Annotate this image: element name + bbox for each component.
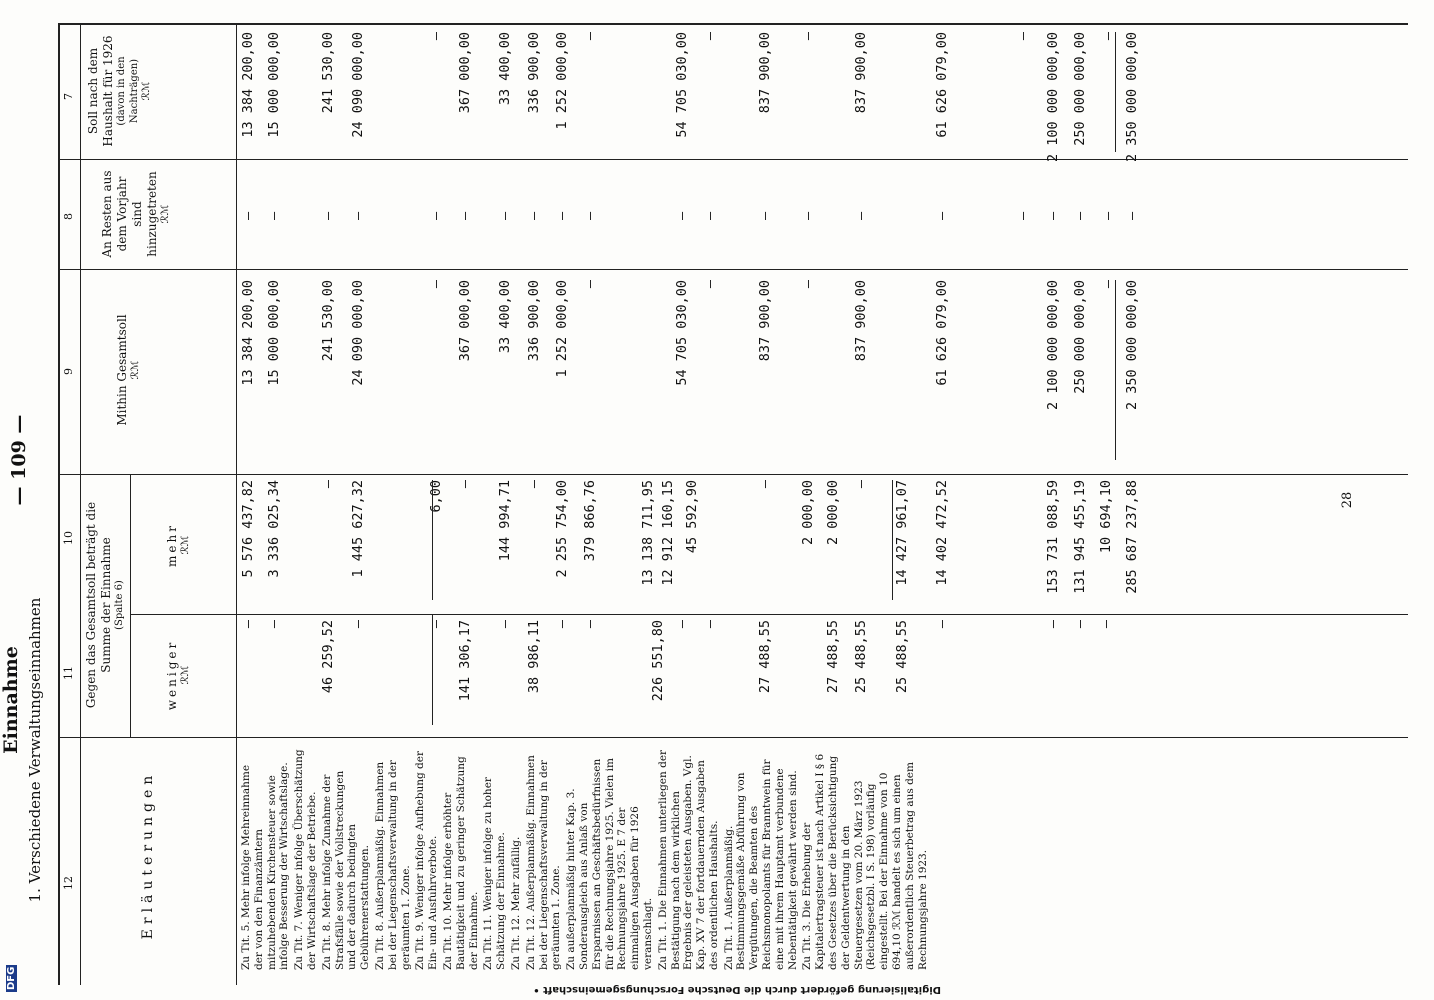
c11-r3: — xyxy=(350,620,366,629)
header-mehr-unit: ℛℳ xyxy=(180,535,191,555)
c10-r22: 285 687 237,88 xyxy=(1124,480,1140,594)
note-0: Zu Tit. 5. Mehr infolge Mehreinnahme der von den Finanzämtern mitzuhebenden Kirchensteuer sowie infolge Besserung der Wirtschaftslage. xyxy=(240,762,291,970)
note-8: Zu Tit. 12. Außerplanmäßig. Einnahmen bei der Liegenschaftsverwaltung in der geräumten 1. Zone. xyxy=(524,755,563,970)
c9-r10: 54 705 030,00 xyxy=(674,280,690,386)
c9-r6: 33 400,00 xyxy=(497,280,513,354)
c9-r19: 2 350 000 000,00 xyxy=(1124,280,1140,411)
c9-r3: 24 090 000,00 xyxy=(350,280,366,386)
c7-r4: — xyxy=(428,32,444,41)
header-reste-title: An Resten aus dem Vorjahr sind hinzugetreten xyxy=(100,170,159,258)
c10-r17: 14 427 961,07 xyxy=(894,480,910,586)
note-3: Zu Tit. 8. Außerplanmäßig. Einnahmen bei der Liegenschaftsverwaltung in der geräumten 1. Zone. xyxy=(373,760,412,970)
colnum-7: 7 xyxy=(62,93,75,100)
page-number: — 109 — xyxy=(8,414,30,506)
c11-r20: — xyxy=(1098,620,1114,629)
c10-r12: 45 592,90 xyxy=(684,480,700,554)
c10-r2: — xyxy=(320,480,336,489)
header-weniger xyxy=(165,620,193,730)
sidebar-credit-text: Digitalisierung gefördert durch die Deutsche Forschungsgemeinschaft • xyxy=(533,984,941,995)
c11-r4: — xyxy=(428,620,444,629)
c7-r9: — xyxy=(582,32,598,41)
c7-r7: 336 900,00 xyxy=(526,32,542,114)
header-reste-unit: ℛℳ xyxy=(160,204,171,224)
c10-r11: 12 912 160,15 xyxy=(660,480,676,586)
note-5: Zu Tit. 10. Mehr infolge erhöhter Bautätigkeit und zu geringer Schätzung der Einnahme. xyxy=(441,756,480,970)
vline-11-12 xyxy=(58,737,1408,738)
c11-r11: — xyxy=(674,620,690,629)
c11-r13: 27 488,55 xyxy=(757,620,773,694)
colnum-11: 11 xyxy=(62,666,75,680)
c8-r11: — xyxy=(702,211,718,220)
header-mehr xyxy=(165,485,193,605)
header-split-rule xyxy=(130,475,131,738)
header-differenz-title: Gegen das Gesamtsoll beträgt die Summe der Einnahme xyxy=(84,501,113,709)
note-1: Zu Tit. 7. Weniger infolge Überschätzung der Wirtschaftslage der Betriebe. xyxy=(293,749,318,970)
colnum-8: 8 xyxy=(62,213,75,220)
c8-r9: — xyxy=(582,211,598,220)
subtotal-rule-3 xyxy=(892,480,893,600)
header-gesamtsoll-unit: ℛℳ xyxy=(130,360,141,380)
header-mehr-title: mehr xyxy=(165,523,179,567)
c11-r12: — xyxy=(702,620,718,629)
c11-r1: — xyxy=(266,620,282,629)
c10-r20: 131 945 455,19 xyxy=(1072,480,1088,594)
c7-r12: 837 900,00 xyxy=(757,32,773,114)
c10-r18: 14 402 472,52 xyxy=(934,480,950,586)
c7-r2: 241 530,00 xyxy=(320,32,336,114)
c8-r3: — xyxy=(350,211,366,220)
table-top-rule xyxy=(58,25,60,985)
vline-8-9 xyxy=(58,269,1408,270)
vline-left xyxy=(58,23,1408,25)
c7-r14: 837 900,00 xyxy=(853,32,869,114)
c7-r11: — xyxy=(702,32,718,41)
c7-r15: 61 626 079,00 xyxy=(934,32,950,138)
colnum-9: 9 xyxy=(62,368,75,375)
c7-r18: 250 000 000,00 xyxy=(1072,32,1088,146)
c10-r10: 13 138 711,95 xyxy=(640,480,656,586)
c10-r0: 5 576 437,82 xyxy=(240,480,256,578)
section-title: Einnahme xyxy=(0,646,22,754)
header-soll-unit: ℛℳ xyxy=(141,81,152,101)
header-gesamtsoll-title: Mithin Gesamtsoll xyxy=(115,314,129,426)
header-weniger-title: weniger xyxy=(165,639,179,711)
c10-r6: 144 994,71 xyxy=(497,480,513,562)
c11-r10: 226 551,80 xyxy=(650,620,666,702)
c10-r1: 3 336 025,34 xyxy=(266,480,282,578)
c10-r8: 2 255 754,00 xyxy=(554,480,570,578)
header-differenz-sub: (Spalte 6) xyxy=(114,580,125,630)
c11-r8: — xyxy=(554,620,570,629)
vline-9-10 xyxy=(58,474,1408,475)
total-rule xyxy=(1115,280,1116,460)
c10-r7: — xyxy=(526,480,542,489)
c7-r8: 1 252 000,00 xyxy=(554,32,570,130)
c10-r5: — xyxy=(457,480,473,489)
c10-r16: — xyxy=(853,480,869,489)
c9-r16: 2 100 000 000,00 xyxy=(1045,280,1061,411)
subtotal-rule-1 xyxy=(432,615,433,725)
c11-r0: — xyxy=(240,620,256,629)
c8-r14: — xyxy=(853,211,869,220)
c8-r5: — xyxy=(457,211,473,220)
c7-r20: 2 350 000 000,00 xyxy=(1124,32,1140,163)
c8-r10: — xyxy=(674,211,690,220)
notes-column xyxy=(240,748,931,970)
colnum-10: 10 xyxy=(62,531,75,545)
c8-r1: — xyxy=(266,211,282,220)
c8-r8: — xyxy=(554,211,570,220)
header-soll-sub: (davon in den Nachträgen) xyxy=(116,56,140,126)
c7-r3: 24 090 000,00 xyxy=(350,32,366,138)
c11-r5: 141 306,17 xyxy=(457,620,473,702)
c7-r0: 13 384 200,00 xyxy=(240,32,256,138)
c9-r14: 837 900,00 xyxy=(853,280,869,362)
c7-r1: 15 000 000,00 xyxy=(266,32,282,138)
c9-r1: 15 000 000,00 xyxy=(266,280,282,386)
note-10: Zu Tit. 1. Die Einnahmen unterliegen der Bestätigung nach dem wirklichen Ergebnis der geleisteten Ausgaben. Vgl. Kap. XV 7 der fortdauernden Ausgaben des ordentlichen Haushalts. xyxy=(656,749,720,970)
c9-r12: 837 900,00 xyxy=(757,280,773,362)
c10-r9: 379 866,76 xyxy=(582,480,598,562)
vline-7-8 xyxy=(58,159,1408,160)
c9-r5: 367 000,00 xyxy=(457,280,473,362)
note-9: Zu außerplanmäßig hinter Kap. 3. Sonderausgleich aus Anlaß von Ersparnissen an Geschäftsbedürfnissen für die Rechnungsjahre 1925. Vielen im Rechnungsjahre 1925. E 7 der einmaligen Ausgaben für 1926 veranschlagt. xyxy=(565,758,654,970)
c11-r17: — xyxy=(934,620,950,629)
c10-r3: 1 445 627,32 xyxy=(350,480,366,578)
c11-r6: — xyxy=(497,620,513,629)
c8-r18: — xyxy=(1072,211,1088,220)
c11-r18: — xyxy=(1045,620,1061,629)
c7-r13: — xyxy=(800,32,816,41)
c9-r2: 241 530,00 xyxy=(320,280,336,362)
c9-r9: — xyxy=(582,280,598,289)
c8-r6: — xyxy=(497,211,513,220)
c10-r13: — xyxy=(757,480,773,489)
c8-r16: — xyxy=(1015,211,1031,220)
header-weniger-unit: ℛℳ xyxy=(180,665,191,685)
c10-r14: 2 000,00 xyxy=(800,480,816,546)
subtotal-rule-2 xyxy=(432,480,433,600)
c11-r19: — xyxy=(1072,620,1088,629)
c11-r9: — xyxy=(582,620,598,629)
note-12: Zu Tit. 3. Die Erhebung der Kapitalertragsteuer ist nach Artikel I § 6 des Gesetzes über die Berücksichtigung der Geldentwertung in den Steuergesetzen vom 20. März 1923 (Reichsgesetzbl. I S. 198) vorläufig eingestellt. Bei der Einnahme von 10 694,10 ℛℳ handelt es sich um einen außerordentlich Steuerbetrag aus dem Rechnungsjahre 1923. xyxy=(801,753,929,970)
c11-r2: 46 259,52 xyxy=(320,620,336,694)
c9-r8: 1 252 000,00 xyxy=(554,280,570,378)
c11-r14: 27 488,55 xyxy=(825,620,841,694)
c10-r21: 10 694,10 xyxy=(1098,480,1114,554)
c7-r5: 367 000,00 xyxy=(457,32,473,114)
c11-r15: 25 488,55 xyxy=(853,620,869,694)
c10-r15: 2 000,00 xyxy=(825,480,841,546)
c8-r7: — xyxy=(526,211,542,220)
c10-r4: 6,00 xyxy=(428,480,444,513)
c9-r11: — xyxy=(702,280,718,289)
c10-r19: 153 731 088,59 xyxy=(1045,480,1061,594)
header-reste xyxy=(100,168,173,260)
c11-r7: 38 986,11 xyxy=(526,620,542,694)
colnum-12: 12 xyxy=(62,876,75,890)
c7-r19: — xyxy=(1100,32,1116,41)
header-bottom-rule xyxy=(236,25,237,985)
header-soll-title: Soll nach dem Haushalt für 1926 xyxy=(86,35,115,147)
c8-r2: — xyxy=(320,211,336,220)
dfg-logo: DFG xyxy=(6,966,17,990)
column-number-rule xyxy=(80,25,81,985)
header-gesamtsoll xyxy=(115,300,143,440)
c9-r17: 250 000 000,00 xyxy=(1072,280,1088,394)
section-subtitle: 1. Verschiedene Verwaltungseinnahmen xyxy=(26,597,44,903)
note-11: Zu Tit. 1. Außerplanmäßig. Bestimmungsgemäße Abführung von Vergütungen, die Beamten des Reichsmonopolamts für Branntwein für eine mit ihrem Hauptamt verbundene Nebentätigkeit gewährt werden sind. xyxy=(722,759,799,970)
c8-r13: — xyxy=(800,211,816,220)
c8-r20: — xyxy=(1124,211,1140,220)
c11-r16: 25 488,55 xyxy=(894,620,910,694)
c8-r4: — xyxy=(428,211,444,220)
note-4: Zu Tit. 9. Weniger infolge Aufhebung der Ein- und Ausfuhrverbote. xyxy=(414,751,440,970)
note-6: Zu Tit. 11. Weniger infolge zu hoher Schätzung der Einnahme. xyxy=(482,777,508,970)
note-2: Zu Tit. 8. Mehr infolge Zunahme der Strafsfälle sowie der Vollstreckungen und der dadurch bedingten Gebührenerstattungen. xyxy=(320,770,372,970)
c8-r12: — xyxy=(757,211,773,220)
c9-r13: — xyxy=(800,280,816,289)
c7-r6: 33 400,00 xyxy=(497,32,513,106)
c9-r18: — xyxy=(1100,280,1116,289)
c9-r0: 13 384 200,00 xyxy=(240,280,256,386)
c7-r16: — xyxy=(1015,32,1031,41)
header-differenz xyxy=(84,485,127,725)
total-rule-soll xyxy=(1115,32,1116,152)
c7-r10: 54 705 030,00 xyxy=(674,32,690,138)
c8-r19: — xyxy=(1100,211,1116,220)
header-erlaeuterungen: Erläuterungen xyxy=(140,770,156,940)
c9-r4: — xyxy=(428,280,444,289)
c8-r17: — xyxy=(1045,211,1061,220)
footer-page-number: 28 xyxy=(1340,491,1355,509)
c7-r17: 2 100 000 000,00 xyxy=(1045,32,1061,163)
c8-r0: — xyxy=(240,211,256,220)
c9-r15: 61 626 079,00 xyxy=(934,280,950,386)
vline-10-11 xyxy=(130,614,1408,615)
c8-r15: — xyxy=(934,211,950,220)
header-soll xyxy=(86,32,154,150)
c9-r7: 336 900,00 xyxy=(526,280,542,362)
note-7: Zu Tit. 12. Mehr zufällig. xyxy=(509,836,522,970)
